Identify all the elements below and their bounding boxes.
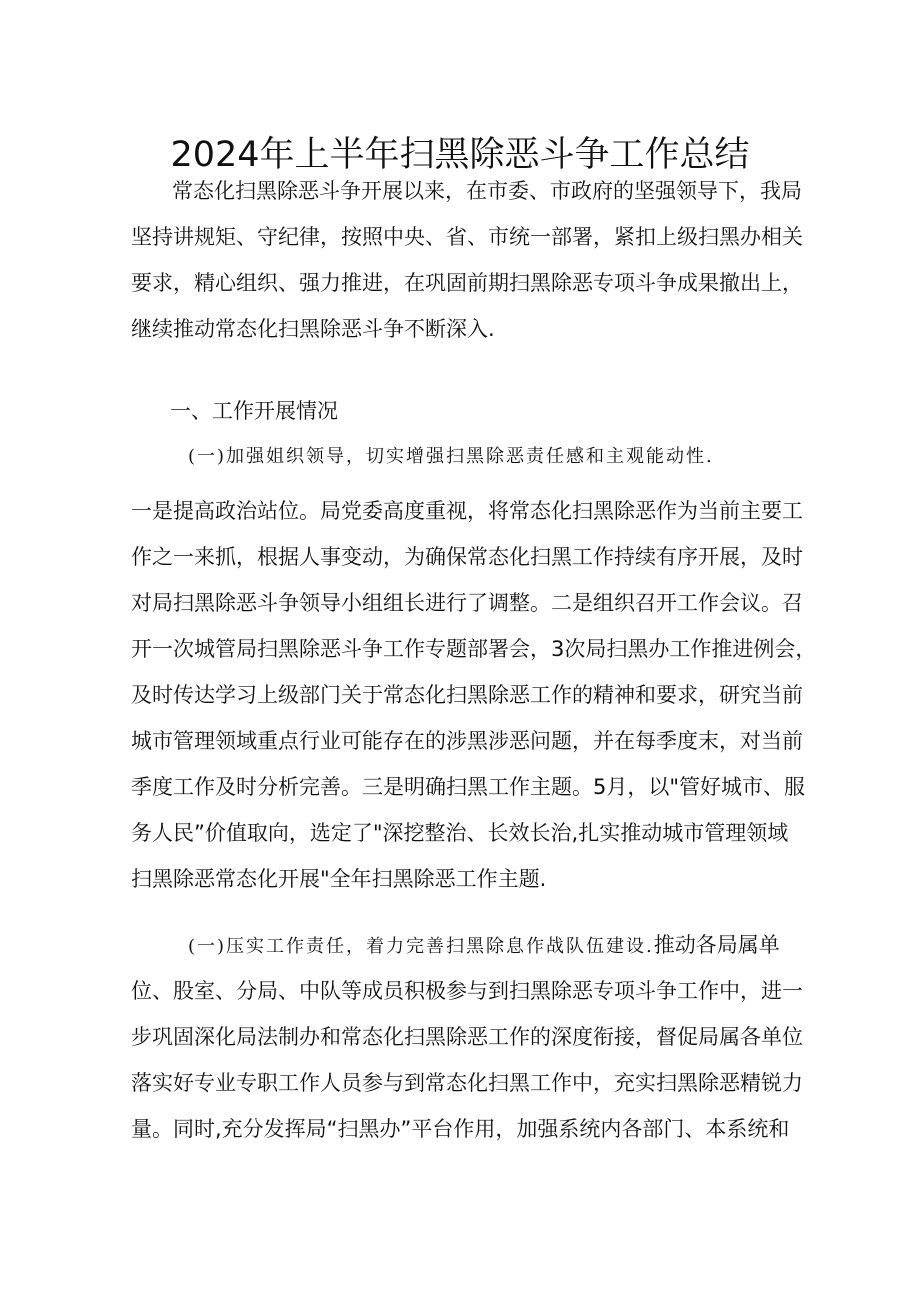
text-line: 步巩固深化局法制办和常态化扫黑除恶工作的深度衔接，督促局属各单位	[131, 1025, 803, 1049]
subheading-1: (一)加强姐织领导，切实增强扫黑除恶责任感和主观能动性.	[188, 446, 714, 467]
text-line: 及时传达学习上级部门关于常态化扫黑除恶工作的精神和要求，研究当前	[131, 683, 803, 707]
text-line: 城市管理领域重点行业可能存在的涉黑涉恶问题，并在每季度末，对当前	[131, 729, 803, 753]
text-line: 扫黑除恶常态化开展"全年扫黑除恶工作主题.	[131, 867, 547, 891]
subheading-2: (一)压实工作责任，着力完善扫黑除息作战队伍建设.	[188, 936, 654, 957]
text-line: 一是提高政治站位。局党委高度重视，将常态化扫黑除恶作为当前主要工	[131, 499, 803, 523]
text-line: 对局扫黑除恶斗争领导小组组长进行了调整。二是组织召开工作会议。召	[131, 591, 803, 615]
text-line: 继续推动常态化扫黑除恶斗争不断深入.	[131, 317, 495, 341]
text-line: 位、股室、分局、中队等成员积极参与到扫黑除恶专项斗争工作中，进一	[131, 979, 803, 1003]
text-line: 开一次城管局扫黑除恶斗争工作专题部署会，3次局扫黑办工作推进例会，	[131, 637, 817, 661]
text-line: 要求，精心组织、强力推进，在巩固前期扫黑除恶专项斗争成果撤出上，	[131, 271, 803, 295]
paragraph-3-first-tail: 推动各局属单	[653, 933, 780, 957]
text-line: 量。同时,充分发挥局“扫黑办”平台作用，加强系统内各部门、本系统和	[131, 1117, 790, 1141]
text-line: 常态化扫黑除恶斗争开展以来，在市委、市政府的坚强领导下，我局	[172, 179, 802, 203]
text-line: 季度工作及时分析完善。三是明确扫黑工作主题。5月，以"管好城市、服	[131, 775, 806, 799]
section-heading: 一、工作开展情况	[170, 399, 338, 423]
intro-paragraph	[131, 168, 803, 352]
text-line	[131, 922, 791, 968]
document-title: 2024年上半年扫黑除恶斗争工作总结	[170, 135, 750, 175]
text-line: 落实好专业专职工作人员参与到常态化扫黑工作中，充实扫黑除恶精锐力	[131, 1071, 803, 1095]
text-line: 坚持讲规矩、守纪律，按照中央、省、市统一部署，紧扣上级扫黑办相关	[131, 225, 803, 249]
text-line: 作之一来抓，根据人事变动，为确保常态化扫黑工作持续有序开展，及时	[131, 545, 803, 569]
paragraph-3	[131, 922, 803, 1152]
text-line: 务人民”价值取向，选定了"深挖整治、长效长治,扎实推动城市管理领域	[131, 821, 789, 845]
paragraph-2	[131, 488, 817, 902]
